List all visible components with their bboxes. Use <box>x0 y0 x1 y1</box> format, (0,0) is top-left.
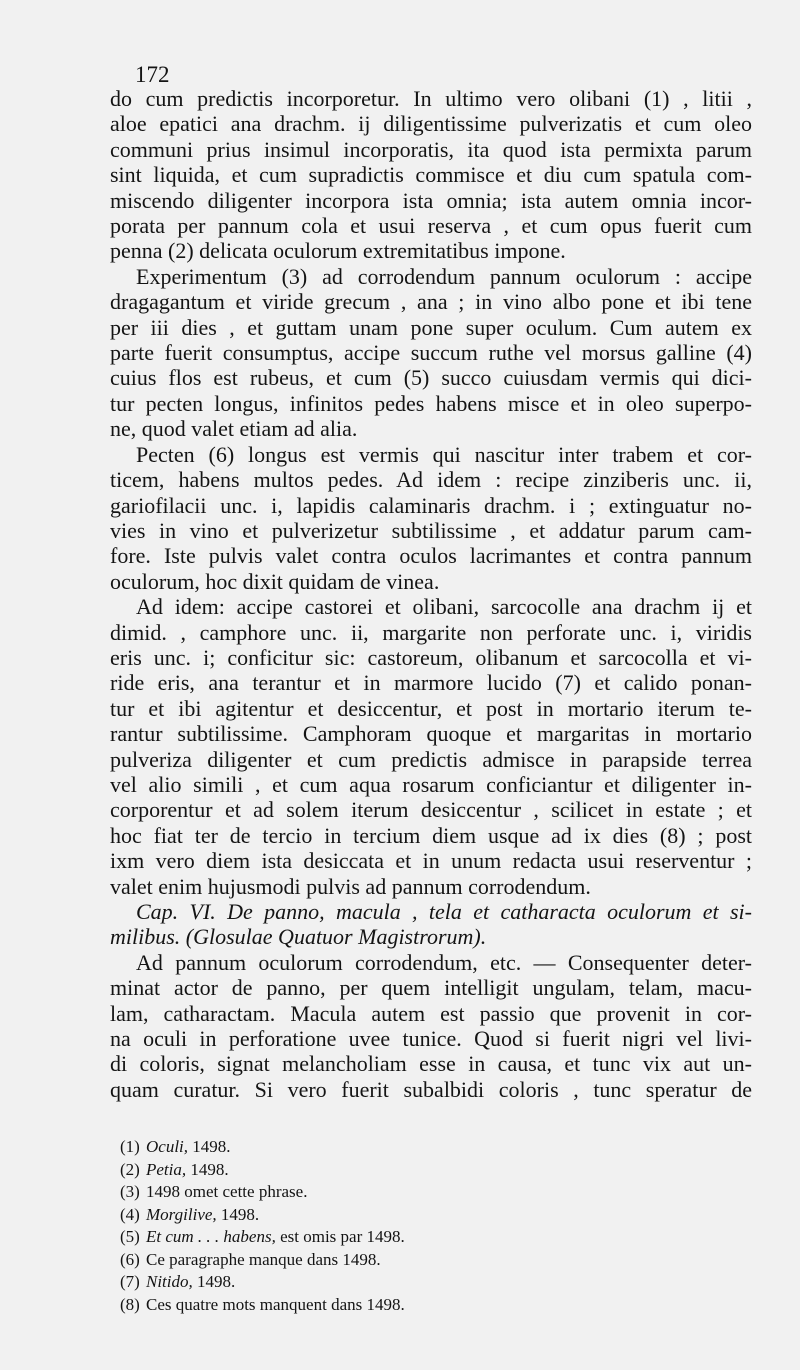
footnote: (4) Morgilive, 1498. <box>120 1204 260 1224</box>
footnote: (8) Ces quatre mots manquent dans 1498. <box>120 1294 405 1314</box>
text-line: fore. Iste pulvis valet contra oculos lacrimantes et contra pannum <box>110 543 752 569</box>
footnote: (3) 1498 omet cette phrase. <box>120 1182 308 1201</box>
text-line: porata per pannum cola et usui reserva , et cum opus fuerit cum <box>110 213 752 239</box>
text-line: Ad idem: accipe castorei et olibani, sarcocolle ana drachm ij et <box>136 594 752 620</box>
text-line: parte fuerit consumptus, accipe succum ruthe vel morsus galline (4) <box>110 340 752 366</box>
text-line: dragagantum et viride grecum , ana ; in vino albo pone et ibi tene <box>110 289 752 315</box>
text-line: ixm vero diem ista desiccata et in unum redacta usui reserventur ; <box>110 848 752 874</box>
text-line: corporentur et ad solem iterum desiccentur , scilicet in estate ; et <box>110 797 752 823</box>
text-line: minat actor de panno, per quem intelligit ungulam, telam, macu- <box>110 975 752 1001</box>
text-line: Ad pannum oculorum corrodendum, etc. — Consequenter deter- <box>136 949 752 975</box>
text-line: Pecten (6) longus est vermis qui nascitur inter trabem et cor- <box>136 441 752 467</box>
text-line: pulveriza diligenter et cum predictis admisce in parapside terrea <box>110 746 752 772</box>
footnotes <box>120 1136 580 1316</box>
text-line: di coloris, signat melancholiam esse in causa, et tunc vix aut un- <box>110 1051 752 1077</box>
text-line: cuius flos est rubeus, et cum (5) succo cuiusdam vermis qui dici- <box>110 365 752 391</box>
text-line: vel alio simili , et cum aqua rosarum conficiantur et diligenter in- <box>110 771 752 797</box>
text-line: ticem, habens multos pedes. Ad idem : recipe zinziberis unc. ii, <box>110 467 752 493</box>
text-line: aloe epatici ana drachm. ij diligentissime pulverizatis et cum oleo <box>110 111 752 137</box>
footnote: (6) Ce paragraphe manque dans 1498. <box>120 1249 381 1269</box>
text-line: rantur subtilissime. Camphoram quoque et margaritas in mortario <box>110 721 752 747</box>
text-line: hoc fiat ter de tercio in tercium diem usque ad ix dies (8) ; post <box>110 822 752 848</box>
text-line: communi prius insimul incorporatis, ita quod ista permixta parum <box>110 136 752 162</box>
footnote: (7) Nitido, 1498. <box>120 1272 236 1291</box>
text-line: valet enim hujusmodi pulvis ad pannum corrodendum. <box>110 873 591 899</box>
text-line: ride eris, ana terantur et in marmore lucido (7) et calido ponan- <box>110 670 752 696</box>
body-text <box>110 86 752 1102</box>
text-line: tur et ibi agitentur et desiccentur, et post in mortario iterum te- <box>110 695 752 721</box>
text-line: eris unc. i; conficitur sic: castoreum, olibanum et sarcocolla et vi- <box>110 644 752 670</box>
text-line: miscendo diligenter incorpora ista omnia; ista autem omnia incor- <box>110 187 752 213</box>
text-line: do cum predictis incorporetur. In ultimo vero olibani (1) , litii , <box>110 86 752 111</box>
text-line: vies in vino et pulverizetur subtilissime , et addatur parum cam- <box>110 517 752 543</box>
text-line: na oculi in perforatione uvee tunice. Quod si fuerit nigri vel livi- <box>110 1026 752 1052</box>
text-line: per iii dies , et guttam unam pone super oculum. Cum autem ex <box>110 314 752 340</box>
text-line: gariofilacii unc. i, lapidis calaminaris drachm. i ; extinguatur no- <box>110 492 752 518</box>
text-line: Experimentum (3) ad corrodendum pannum oculorum : accipe <box>136 263 752 289</box>
footnote: (2) Petia, 1498. <box>120 1159 229 1179</box>
footnote: (5) Et cum . . . habens, est omis par 1498. <box>120 1227 405 1246</box>
page-number: 172 <box>135 62 170 87</box>
chapter-heading: Cap. VI. De panno, macula , tela et catharacta oculorum et si- <box>136 899 752 924</box>
chapter-heading: milibus. (Glosulae Quatuor Magistrorum). <box>110 924 487 950</box>
text-line: dimid. , camphore unc. ii, margarite non perforate unc. i, viridis <box>110 619 752 645</box>
text-line: oculorum, hoc dixit quidam de vinea. <box>110 568 440 594</box>
text-line: ne, quod valet etiam ad alia. <box>110 416 358 442</box>
text-line: penna (2) delicata oculorum extremitatibus impone. <box>110 238 566 264</box>
text-line: sint liquida, et cum supradictis commisce et diu cum spatula com- <box>110 162 752 188</box>
text-line: quam curatur. Si vero fuerit subalbidi coloris , tunc speratur de <box>110 1076 752 1102</box>
footnote: (1) Oculi, 1498. <box>120 1137 231 1156</box>
text-line: tur pecten longus, infinitos pedes habens misce et in oleo superpo- <box>110 390 752 416</box>
text-line: lam, catharactam. Macula autem est passio que provenit in cor- <box>110 1000 752 1026</box>
